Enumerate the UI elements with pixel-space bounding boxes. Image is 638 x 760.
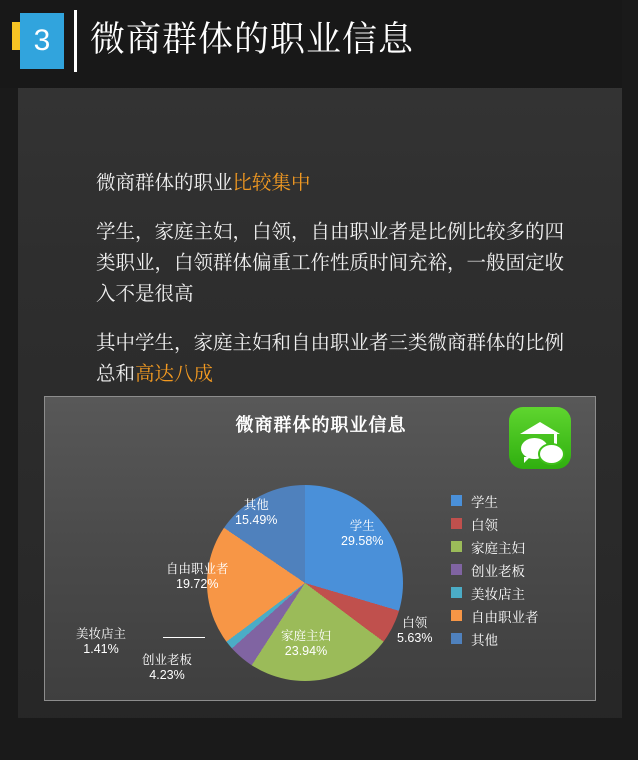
legend-item — [451, 558, 569, 581]
bottom-band — [0, 718, 638, 760]
legend-item — [451, 512, 569, 535]
legend-swatch-icon — [451, 587, 462, 598]
slice-label-boss-name: 创业老板 — [142, 653, 193, 667]
chart-legend — [451, 489, 569, 650]
cap-shape — [520, 422, 560, 434]
slice-label-housewife — [281, 629, 331, 659]
slice-label-freelancer — [166, 562, 229, 592]
chart-title: 微商群体的职业信息 — [235, 415, 407, 435]
slice-label-beautyshop — [76, 627, 126, 657]
paragraph-3-text: 其中学生，家庭主妇和自由职业者三类微商群体的比例总和 — [96, 332, 565, 385]
chat-bubble-small — [538, 443, 565, 465]
paragraph-2: 学生，家庭主妇，白领，自由职业者是比例比较多的四类职业，白领群体偏重工作性质时间充裕，一般固定收入不是很高 — [96, 221, 565, 305]
legend-label: 美妆店主 — [471, 586, 525, 602]
legend-item — [451, 581, 569, 604]
page-title: 微商群体的职业信息 — [90, 20, 415, 59]
slice-label-boss-value: 4.23% — [149, 668, 185, 682]
paragraph-1-highlight: 比较集中 — [232, 172, 311, 194]
slice-label-beautyshop-name: 美妆店主 — [76, 627, 127, 641]
slice-label-freelancer-value: 19.72% — [176, 577, 219, 591]
wechat-graduation-cap-icon — [509, 407, 571, 469]
slice-label-housewife-value: 23.94% — [284, 644, 328, 658]
slide-header — [0, 0, 638, 88]
paragraph-3 — [96, 328, 566, 390]
legend-label: 其他 — [471, 632, 498, 648]
leader-line-beautyshop — [163, 637, 205, 638]
legend-label: 创业老板 — [471, 563, 525, 579]
slice-label-freelancer-name: 自由职业者 — [166, 562, 229, 576]
slice-label-beautyshop-value: 1.41% — [83, 642, 119, 656]
slice-label-other-value: 15.49% — [235, 513, 278, 527]
legend-item — [451, 604, 569, 627]
legend-label: 白领 — [471, 517, 498, 533]
chart-panel — [44, 396, 596, 701]
paragraph-3-highlight: 高达八成 — [135, 363, 214, 385]
slice-label-whitecollar-name: 白领 — [402, 616, 428, 630]
legend-item — [451, 489, 569, 512]
slice-label-boss — [142, 653, 192, 683]
slice-label-other — [235, 498, 277, 528]
slice-label-student-value: 29.58% — [341, 534, 384, 548]
legend-label: 家庭主妇 — [471, 540, 525, 556]
legend-swatch-icon — [451, 495, 462, 506]
legend-swatch-icon — [451, 564, 462, 575]
body-copy — [96, 168, 566, 408]
legend-item — [451, 535, 569, 558]
legend-swatch-icon — [451, 633, 462, 644]
legend-item — [451, 627, 569, 650]
slice-label-other-name: 其他 — [243, 498, 269, 512]
legend-swatch-icon — [451, 610, 462, 621]
legend-swatch-icon — [451, 541, 462, 552]
slide-number-badge: 3 — [20, 13, 64, 69]
slice-label-whitecollar-value: 5.63% — [397, 631, 433, 645]
header-divider — [74, 10, 77, 72]
legend-label: 学生 — [471, 494, 498, 510]
legend-label: 自由职业者 — [471, 609, 539, 625]
slice-label-student-name: 学生 — [349, 519, 375, 533]
slice-label-housewife-name: 家庭主妇 — [281, 629, 332, 643]
slice-label-whitecollar — [397, 616, 432, 646]
paragraph-1-text: 微商群体的职业 — [96, 172, 233, 194]
slice-label-student — [341, 519, 383, 549]
legend-swatch-icon — [451, 518, 462, 529]
paragraph-1 — [96, 168, 566, 199]
